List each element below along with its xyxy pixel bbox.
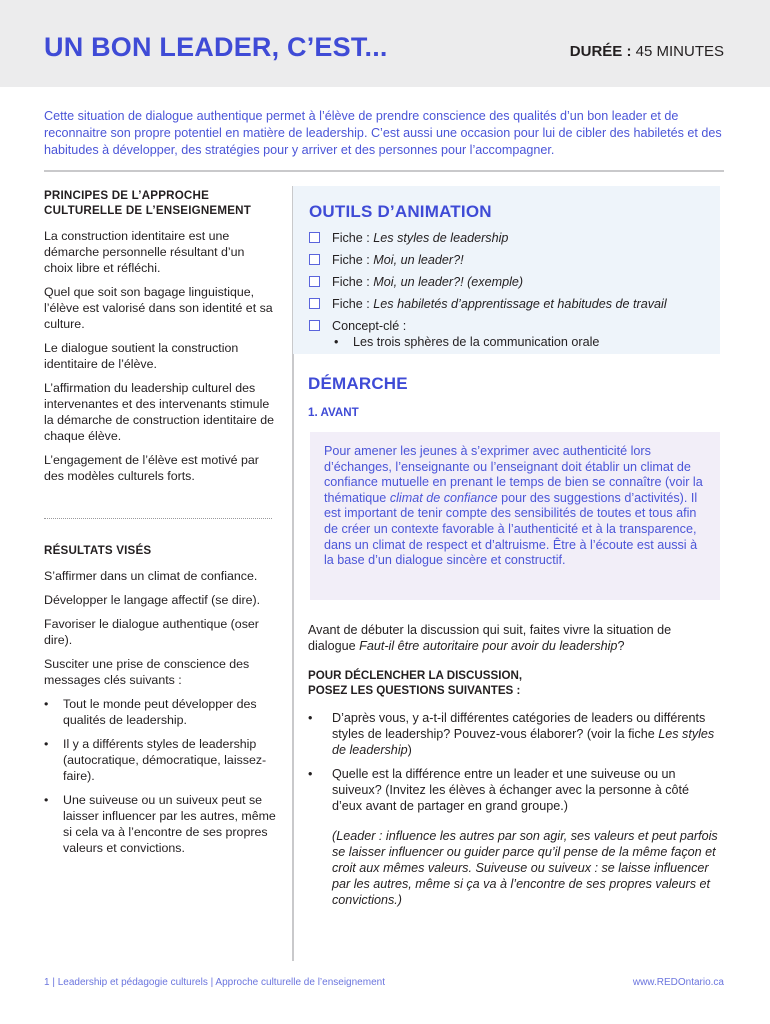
demarche-section — [308, 374, 720, 419]
principle-paragraph: La construction identitaire est une démarche personnelle résultant d’un choix libre et réfléchi. — [44, 229, 245, 275]
context-link-text: climat de confiance — [389, 490, 498, 505]
tool-name: Moi, un leader?! — [373, 253, 464, 267]
step-title: 1. AVANT — [308, 406, 359, 419]
checkbox-icon[interactable] — [309, 320, 320, 331]
key-message-item: • Tout le monde peut développer des qualités de leadership. — [44, 696, 276, 728]
context-text-part1: Pour amener les jeunes à s’exprimer avec authenticité lors d’échanges, l’enseignante ou l’enseignant doit établir un climat de confiance mutuelle en prenant le temps de bien se connaître (voir la thématique — [324, 444, 703, 505]
duration-value: 45 MINUTES — [635, 43, 724, 60]
tool-item-concept — [309, 318, 706, 334]
question-item — [308, 710, 720, 758]
tool-item — [309, 230, 706, 246]
demarche-title: DÉMARCHE — [308, 374, 408, 393]
concept-sub-item: • Les trois sphères de la communication orale — [309, 334, 706, 350]
tools-title: OUTILS D’ANIMATION — [309, 202, 492, 221]
lead-part2: ? — [617, 639, 625, 653]
checkbox-icon[interactable] — [309, 232, 320, 243]
answer-paragraph: (Leader : influence les autres par son agir, ses valeurs et peut parfois se laisser influencer ou guider parce qu’il pense de la même façon et croit aux mêmes valeurs. Suiveuse ou suiveux : se laisse influencer par les autres, même si ça va à l’encontre de ses propres valeurs et convictions.) — [332, 829, 718, 907]
intro-paragraph: Cette situation de dialogue authentique permet à l’élève de prendre conscience des qualités d’un bon leader et de reconnaitre son propre potentiel en matière de leadership. C’est aussi une occasion pour lui de cibler des habiletés et des habitudes à développer, des stratégies pour y arriver et des personnes pour l’accompagner. — [44, 109, 722, 157]
tool-item — [309, 252, 706, 268]
questions-heading-line1: POUR DÉCLENCHER LA DISCUSSION, — [308, 669, 523, 682]
results-heading: RÉSULTATS VISÉS — [44, 544, 152, 557]
principles-heading: PRINCIPES DE L’APPROCHE CULTURELLE DE L’ENSEIGNEMENT — [44, 189, 251, 217]
key-messages-list — [44, 696, 276, 856]
intro-divider — [44, 170, 724, 172]
footer-website-link[interactable]: www.REDOntario.ca — [632, 977, 724, 988]
checkbox-icon[interactable] — [309, 254, 320, 265]
duration-label: DURÉE : — [569, 43, 632, 60]
principle-paragraph: Le dialogue soutient la construction identitaire de l’élève. — [44, 341, 239, 371]
discussion-section — [308, 622, 720, 908]
tool-prefix: Fiche : — [332, 297, 374, 311]
q1-italic: Les styles de leadership — [332, 727, 715, 757]
tool-item — [309, 274, 706, 290]
lead-italic: Faut-il être autoritaire pour avoir du leadership — [359, 639, 618, 653]
result-paragraph: Développer le langage affectif (se dire). — [44, 593, 261, 607]
result-paragraph: Favoriser le dialogue authentique (oser dire). — [44, 617, 259, 647]
principle-paragraph: L’affirmation du leadership culturel des intervenantes et des intervenants stimule la démarche de construction identitaire de chaque élève. — [44, 381, 275, 443]
page-title: UN BON LEADER, C’EST... — [44, 32, 388, 62]
tool-prefix: Fiche : — [332, 275, 374, 289]
tool-prefix: Fiche : — [332, 231, 374, 245]
question-item: • Quelle est la différence entre un leader et une suiveuse ou un suiveux? (Invitez les élèves à échanger avec la personne à côté d’eux avant de partager en grand groupe.) — [308, 766, 720, 814]
concept-label: Concept-clé : — [332, 319, 407, 333]
footer-left: 1 | Leadership et pédagogie culturels | Approche culturelle de l’enseignement — [44, 977, 385, 988]
q1-part2: ) — [407, 743, 412, 757]
result-paragraph: S’affirmer dans un climat de confiance. — [44, 569, 258, 583]
tool-prefix: Fiche : — [332, 253, 374, 267]
checkbox-icon[interactable] — [309, 276, 320, 287]
lead-paragraph — [308, 622, 720, 654]
q1-part1: D’après vous, y a-t-il différentes catégories de leaders ou différents styles de leadership? Pouvez-vous élaborer? (voir la fiche — [332, 711, 706, 741]
context-box — [310, 432, 720, 600]
result-paragraph: Susciter une prise de conscience des messages clés suivants : — [44, 657, 250, 687]
key-message-item: • Il y a différents styles de leadership (autocratique, démocratique, laissez-faire). — [44, 736, 276, 784]
tools-box — [293, 186, 720, 354]
principle-paragraph: L’engagement de l’élève est motivé par des modèles culturels forts. — [44, 453, 259, 483]
left-column — [44, 188, 276, 864]
dotted-divider — [44, 518, 272, 519]
tool-name: Les habiletés d’apprentissage et habitudes de travail — [373, 297, 667, 311]
principle-paragraph: Quel que soit son bagage linguistique, l’élève est valorisé dans son identité et sa culture. — [44, 285, 273, 331]
questions-heading-line2: POSEZ LES QUESTIONS SUIVANTES : — [308, 684, 521, 697]
checkbox-icon[interactable] — [309, 298, 320, 309]
context-text-part2: pour des suggestions d’activités). Il est important de tenir compte des sensibilités de toutes et tous afin de créer un contexte favorable à l’authenticité et à la transparence, dans un climat de respect et d’altruisme. Être à l’écoute est aussi à la base d’un dialogue sincère et constructif. — [324, 490, 698, 568]
lead-part1: Avant de débuter la discussion qui suit, faites vivre la situation de dialogue — [308, 623, 672, 653]
questions-heading — [308, 668, 720, 698]
tool-name: Moi, un leader?! (exemple) — [373, 275, 524, 289]
tool-name: Les styles de leadership — [373, 231, 509, 245]
key-message-item: • Une suiveuse ou un suiveux peut se laisser influencer par les autres, même si cela va à l’encontre de ses propres valeurs et convictions. — [44, 792, 276, 856]
tool-item — [309, 296, 706, 312]
duration — [570, 43, 724, 60]
